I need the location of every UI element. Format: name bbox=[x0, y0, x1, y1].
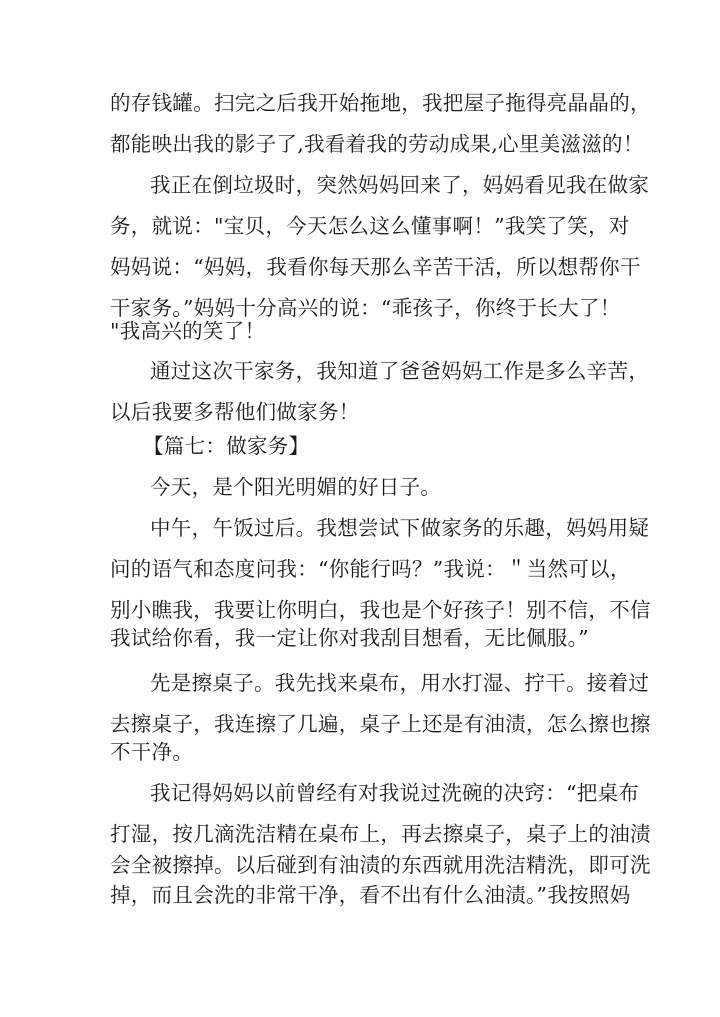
paragraph-line: 会全被擦掉。以后碰到有油渍的东西就用洗洁精洗，即可洗 bbox=[110, 853, 651, 877]
paragraph-line: 务，就说："宝贝，今天怎么这么懂事啊！”我笑了笑，对 bbox=[110, 214, 630, 238]
paragraph-line: 掉，而且会洗的非常干净，看不出有什么油渍。”我按照妈 bbox=[110, 883, 631, 907]
paragraph-line: 打湿，按几滴洗洁精在桌布上，再去擦桌子，桌子上的油渍 bbox=[110, 822, 651, 846]
paragraph-line: 中午，午饭过后。我想尝试下做家务的乐趣，妈妈用疑 bbox=[150, 516, 650, 540]
paragraph-line: 我记得妈妈以前曾经有对我说过洗碗的决窍：“把桌布 bbox=[150, 781, 640, 805]
paragraph-line: 妈妈说：“妈妈，我看你每天那么辛苦干活，所以想帮你干 bbox=[110, 255, 641, 279]
section-heading: 【篇七：做家务】 bbox=[143, 434, 310, 458]
paragraph-line: 以后我要多帮他们做家务！ bbox=[110, 400, 360, 424]
paragraph-line: "我高兴的笑了！ bbox=[110, 319, 266, 343]
paragraph-line: 先是擦桌子。我先找来桌布，用水打湿、拧干。接着过 bbox=[150, 671, 650, 695]
paragraph-line: 去擦桌子，我连擦了几遍，桌子上还是有油渍，怎么擦也擦 bbox=[110, 712, 651, 736]
paragraph-line: 我试给你看，我一定让你对我刮目想看，无比佩服。” bbox=[110, 626, 589, 650]
paragraph-line: 今天，是个阳光明媚的好日子。 bbox=[150, 475, 442, 499]
paragraph-line: 问的语气和态度问我：“你能行吗？”我说：＂当然可以， bbox=[110, 557, 631, 581]
paragraph-line: 都能映出我的影子了,我看着我的劳动成果,心里美滋滋的！ bbox=[110, 132, 644, 156]
paragraph-line: 不干净。 bbox=[110, 740, 194, 764]
paragraph-line: 我正在倒垃圾时，突然妈妈回来了，妈妈看见我在做家 bbox=[150, 173, 650, 197]
paragraph-line: 通过这次干家务，我知道了爸爸妈妈工作是多么辛苦， bbox=[150, 359, 650, 383]
paragraph-line: 别小瞧我，我要让你明白，我也是个好孩子！别不信，不信 bbox=[110, 598, 651, 622]
paragraph-line: 干家务。”妈妈十分高兴的说：“乖孩子，你终于长大了！ bbox=[110, 296, 621, 320]
paragraph-line: 的存钱罐。扫完之后我开始拖地，我把屋子拖得亮晶晶的， bbox=[110, 91, 651, 115]
